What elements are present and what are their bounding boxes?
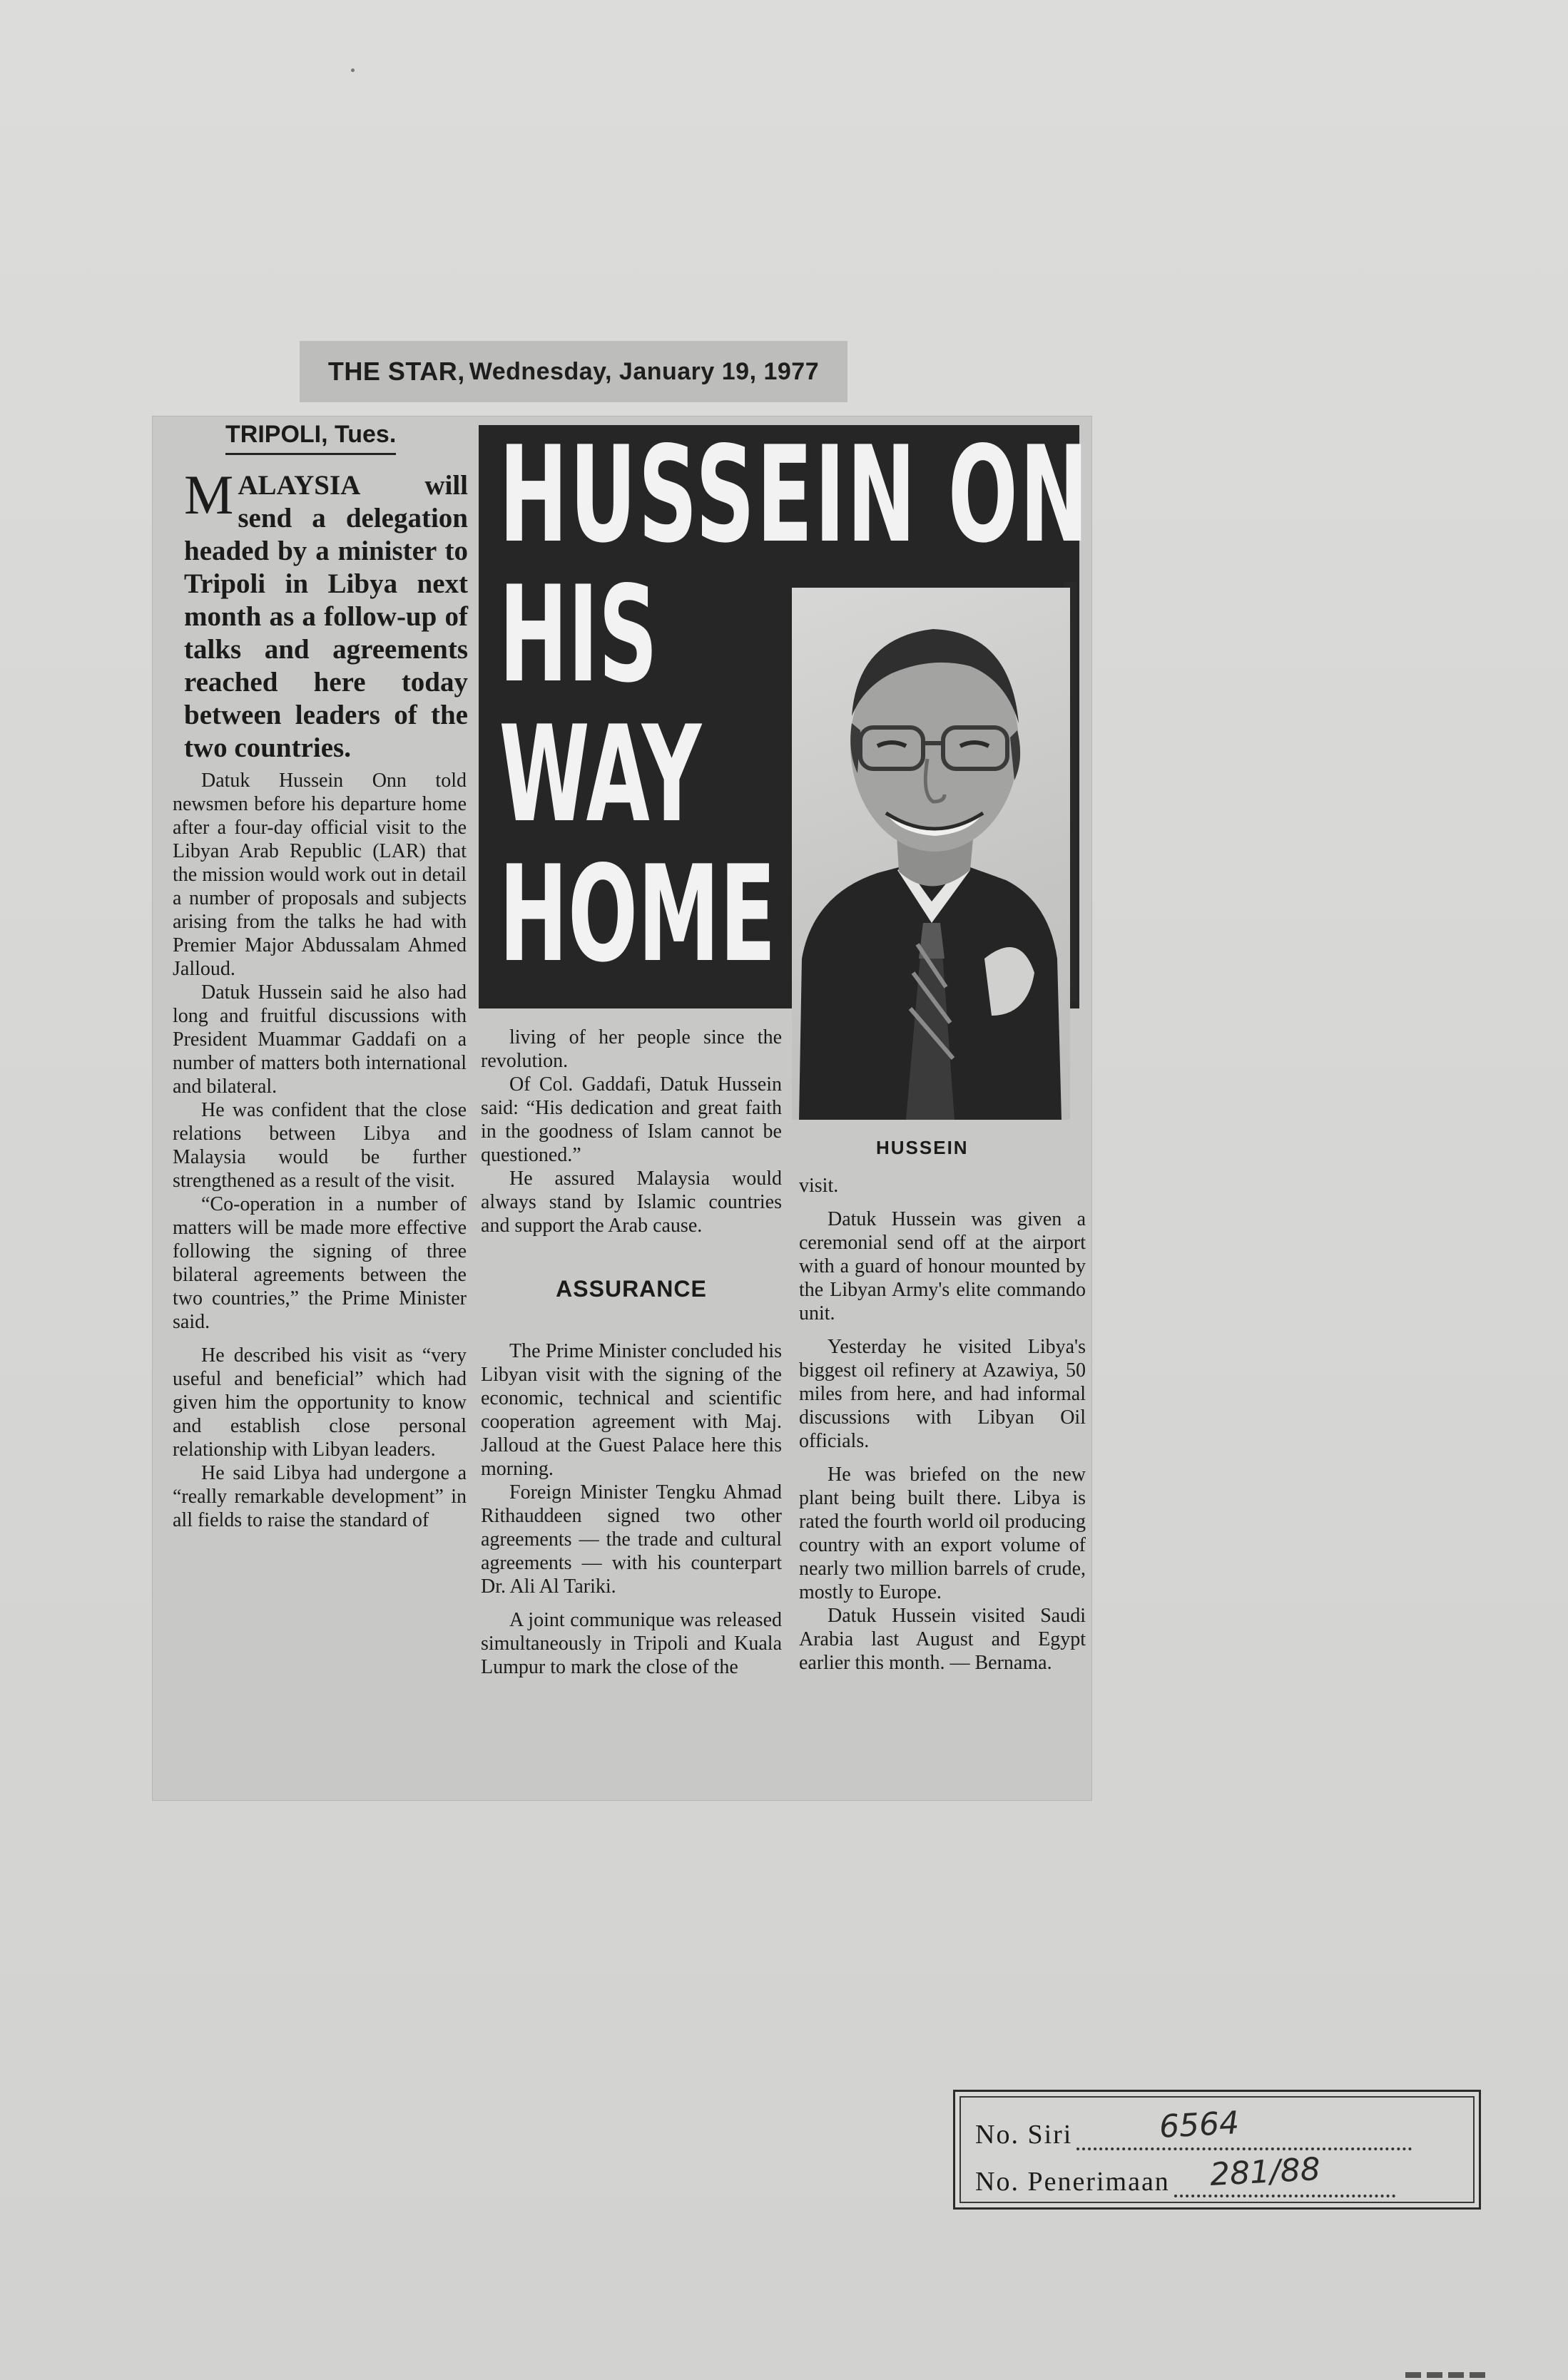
- portrait-photo: [792, 588, 1070, 1120]
- subheading: ASSURANCE: [556, 1276, 707, 1302]
- paragraph: He said Libya had undergone a “really remarkable development” in all fields to raise the standard of: [173, 1462, 467, 1531]
- siri-field: [1076, 2105, 1412, 2150]
- drop-cap: M: [184, 464, 234, 526]
- paragraph: “Co-operation in a number of matters will be made more effective following the signing of three bilateral agreements between the two countries,” the Prime Minister said.: [173, 1193, 467, 1333]
- paragraph: Datuk Hussein was given a ceremonial send off at the airport with a guard of honour mounted by the Libyan Army's elite commando unit.: [799, 1208, 1086, 1324]
- paragraph: He assured Malaysia would always stand by Islamic countries and support the Arab cause.: [481, 1168, 782, 1237]
- paragraph: He was confident that the close relations between Libya and Malaysia would be further strengthened as a result of the visit.: [173, 1099, 467, 1192]
- column-1-body: [173, 769, 467, 1532]
- penerimaan-row: [975, 2150, 1395, 2197]
- headline-line: HUSSEIN ON: [499, 417, 1091, 572]
- dateline: TRIPOLI, Tues.: [225, 421, 396, 455]
- paragraph: He was briefed on the new plant being built there. Libya is rated the fourth world oil producing country with an export volume of nearly two million barrels of crude, mostly to Europe.: [799, 1464, 1086, 1603]
- column-2-body-top: [481, 1026, 782, 1237]
- masthead-strip: [300, 341, 847, 402]
- paragraph: The Prime Minister concluded his Libyan visit with the signing of the economic, technical and scientific cooperation agreement with Maj. Jalloud at the Guest Palace here this morning.: [481, 1340, 782, 1480]
- headline: [479, 417, 1091, 991]
- edge-mark: [1405, 2372, 1491, 2378]
- paragraph: living of her people since the revolution.: [481, 1026, 782, 1072]
- siri-handwritten-value: 6564: [1159, 2105, 1241, 2145]
- column-3-body: [799, 1174, 1086, 1675]
- lead-paragraph: [184, 464, 468, 765]
- paragraph: Datuk Hussein Onn told newsmen before his departure home after a four-day official visit to the Libyan Arab Republic (LAR) that the mission would work out in detail a number of proposals and subjects arising from the talks he had with Premier Major Abdussalam Ahmed Jalloud.: [173, 770, 467, 980]
- paragraph: Yesterday he visited Libya's biggest oil refinery at Azawiya, 50 miles from here, and had informal discussions with Libyan Oil officials.: [799, 1336, 1086, 1452]
- article-column-1: [164, 417, 471, 1800]
- siri-label: No. Siri: [975, 2120, 1073, 2150]
- siri-row: [975, 2105, 1412, 2150]
- paragraph: visit.: [799, 1175, 839, 1197]
- lead-text: ALAYSIA will send a delegation headed by a minister to Tripoli in Libya next month as a follow-up of talks and agreements reached here today between leaders of the two countries.: [184, 470, 468, 763]
- photo-caption: HUSSEIN: [876, 1137, 969, 1158]
- paragraph: Foreign Minister Tengku Ahmad Rithauddeen signed two other agreements — the trade and cultural agreements — with his counterpart Dr. Ali Al Tariki.: [481, 1481, 782, 1598]
- penerimaan-field: [1174, 2150, 1395, 2197]
- headline-line: HOME: [499, 837, 776, 991]
- paragraph: He described his visit as “very useful and beneficial” which had given him the opportunity to know and establish close personal relationship with Libyan leaders.: [173, 1344, 467, 1461]
- publication-date: Wednesday, January 19, 1977: [469, 357, 820, 385]
- newspaper-clipping: [153, 417, 1091, 1800]
- newspaper-name: THE STAR,: [327, 357, 465, 386]
- paragraph: Of Col. Gaddafi, Datuk Hussein said: “His dedication and great faith in the goodness of Islam cannot be questioned.”: [481, 1073, 782, 1166]
- paragraph: Datuk Hussein said he also had long and fruitful discussions with President Muammar Gaddafi on a number of matters both international and bilateral.: [173, 981, 467, 1098]
- column-2-body-bottom: [481, 1339, 782, 1679]
- paragraph: Datuk Hussein visited Saudi Arabia last August and Egypt earlier this month. — Bernama.: [799, 1605, 1086, 1674]
- penerimaan-handwritten-value: 281/88: [1208, 2150, 1321, 2194]
- portrait-illustration: [792, 588, 1070, 1120]
- archive-stamp: [953, 2090, 1481, 2210]
- penerimaan-label: No. Penerimaan: [975, 2167, 1170, 2197]
- article-column-2: [481, 1026, 782, 1796]
- headline-line: WAY: [499, 697, 702, 852]
- article-column-3: [799, 1174, 1086, 1802]
- speck: [351, 68, 355, 72]
- headline-line: HIS: [499, 557, 658, 712]
- paragraph: A joint communique was released simultaneously in Tripoli and Kuala Lumpur to mark the close of the: [481, 1609, 782, 1678]
